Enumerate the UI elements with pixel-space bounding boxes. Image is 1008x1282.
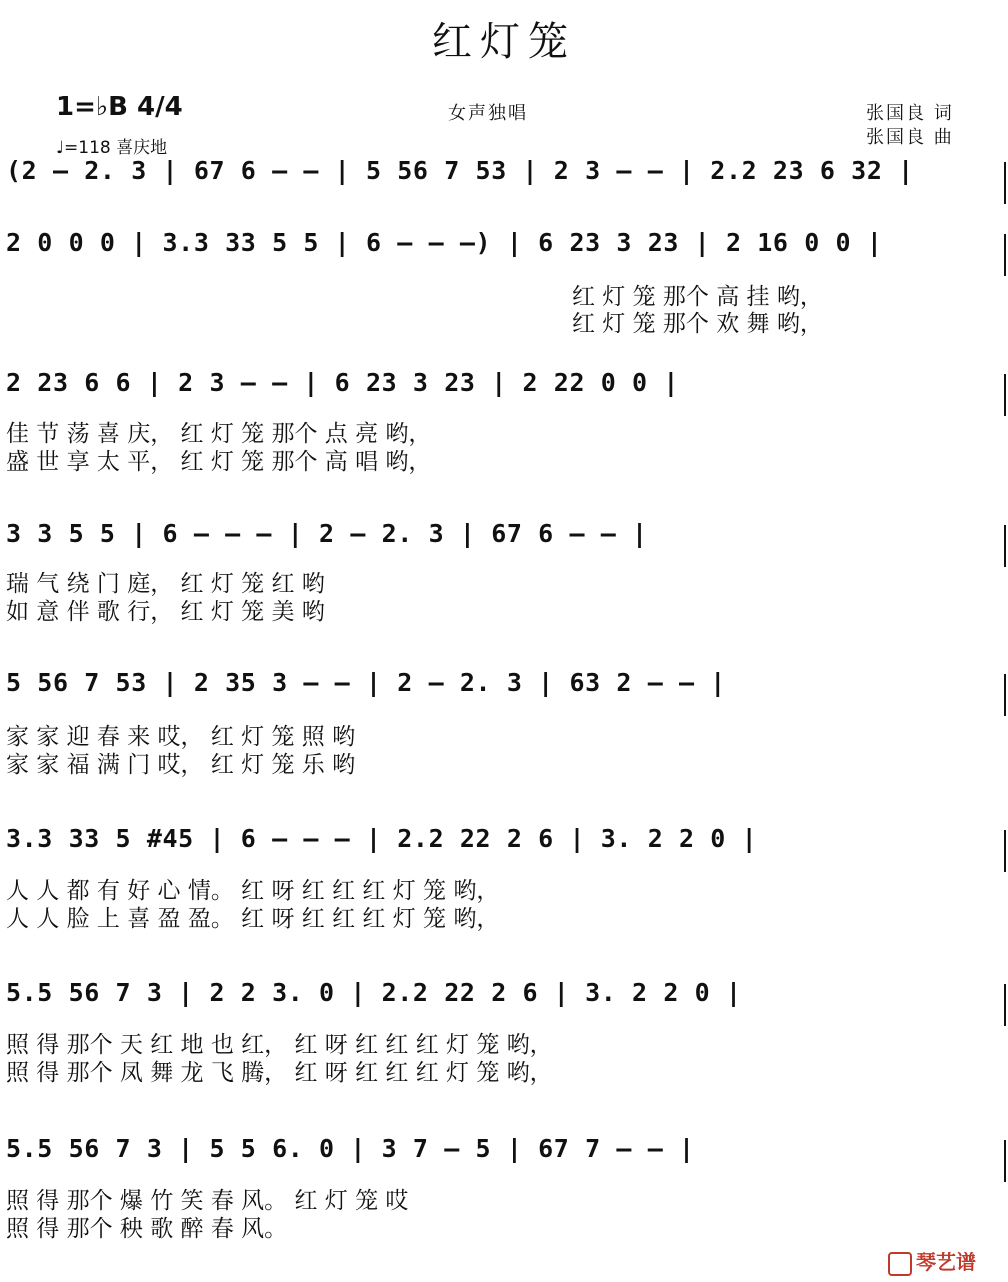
tempo-marking: ♩=118 喜庆地 (56, 138, 168, 158)
performance-type: 女声独唱 (448, 103, 528, 124)
lyricist-credit: 张国良 词 (866, 103, 954, 124)
watermark-text: 琴艺谱 (916, 1250, 976, 1274)
notation-line: 2 23 6 6 | 2 3 – – | 6 23 3 23 | 2 22 0 0 | (6, 368, 680, 397)
lyrics-verse-2: 家 家 福 满 门 哎， 红 灯 笼 乐 哟 (6, 752, 356, 778)
lyrics-verse-1: 照 得 那个 天 红 地 也 红， 红 呀 红 红 红 灯 笼 哟， (6, 1032, 553, 1058)
notation-line: 2 0 0 0 | 3.3 33 5 5 | 6 – – –) | 6 23 3 23 | 2 16 0 0 | (6, 228, 883, 257)
lyrics-verse-1: 瑞 气 绕 门 庭， 红 灯 笼 红 哟 (6, 571, 325, 597)
notation-line: 5.5 56 7 3 | 2 2 3. 0 | 2.2 22 2 6 | 3. 2 2 0 | (6, 978, 742, 1007)
score-system-6 (0, 818, 1008, 878)
lyrics-verse-2: 照 得 那个 凤 舞 龙 飞 腾， 红 呀 红 红 红 灯 笼 哟， (6, 1060, 553, 1086)
notation-line: 5 56 7 53 | 2 35 3 – – | 2 – 2. 3 | 63 2 – – | (6, 668, 726, 697)
lyrics-verse-2: 人 人 脸 上 喜 盈 盈。 红 呀 红 红 红 灯 笼 哟， (6, 906, 500, 932)
barline (1004, 234, 1006, 276)
barline (1004, 374, 1006, 416)
score-system-1 (0, 150, 1008, 210)
notation-line: 3.3 33 5 #45 | 6 – – – | 2.2 22 2 6 | 3. 2 2 0 | (6, 824, 758, 853)
barline (1004, 1140, 1006, 1182)
score-system-7 (0, 972, 1008, 1032)
song-title: 红灯笼 (432, 19, 576, 65)
lyrics-verse-2: 如 意 伴 歌 行， 红 灯 笼 美 哟 (6, 599, 325, 625)
key-signature: 1=♭B 4/4 (56, 92, 183, 122)
score-system-3 (0, 362, 1008, 422)
barline (1004, 525, 1006, 567)
composer-credit: 张国良 曲 (866, 127, 954, 148)
barline (1004, 984, 1006, 1026)
score-system-2 (0, 222, 1008, 282)
lyrics-verse-2: 盛 世 享 太 平， 红 灯 笼 那个 高 唱 哟， (6, 449, 432, 475)
lyrics-verse-1: 家 家 迎 春 来 哎， 红 灯 笼 照 哟 (6, 724, 356, 750)
logo-icon (888, 1252, 912, 1276)
lyrics-verse-2: 红 灯 笼 那个 欢 舞 哟， (572, 311, 823, 337)
lyrics-verse-2: 照 得 那个 秧 歌 醉 春 风。 (6, 1216, 288, 1242)
site-watermark (888, 1246, 976, 1276)
notation-line: 3 3 5 5 | 6 – – – | 2 – 2. 3 | 67 6 – – | (6, 519, 648, 548)
barline (1004, 830, 1006, 872)
barline (1004, 674, 1006, 716)
notation-line: 5.5 56 7 3 | 5 5 6. 0 | 3 7 – 5 | 67 7 – – | (6, 1134, 695, 1163)
lyrics-verse-1: 佳 节 荡 喜 庆， 红 灯 笼 那个 点 亮 哟， (6, 421, 432, 447)
score-system-5 (0, 662, 1008, 722)
score-system-8 (0, 1128, 1008, 1188)
lyrics-verse-1: 照 得 那个 爆 竹 笑 春 风。 红 灯 笼 哎 (6, 1188, 409, 1214)
notation-line: (2 – 2. 3 | 67 6 – – | 5 56 7 53 | 2 3 – – | 2.2 23 6 32 | (6, 156, 914, 185)
lyrics-verse-1: 红 灯 笼 那个 高 挂 哟， (572, 284, 823, 310)
lyrics-verse-1: 人 人 都 有 好 心 情。 红 呀 红 红 红 灯 笼 哟， (6, 878, 500, 904)
score-system-4 (0, 513, 1008, 573)
barline (1004, 162, 1006, 204)
